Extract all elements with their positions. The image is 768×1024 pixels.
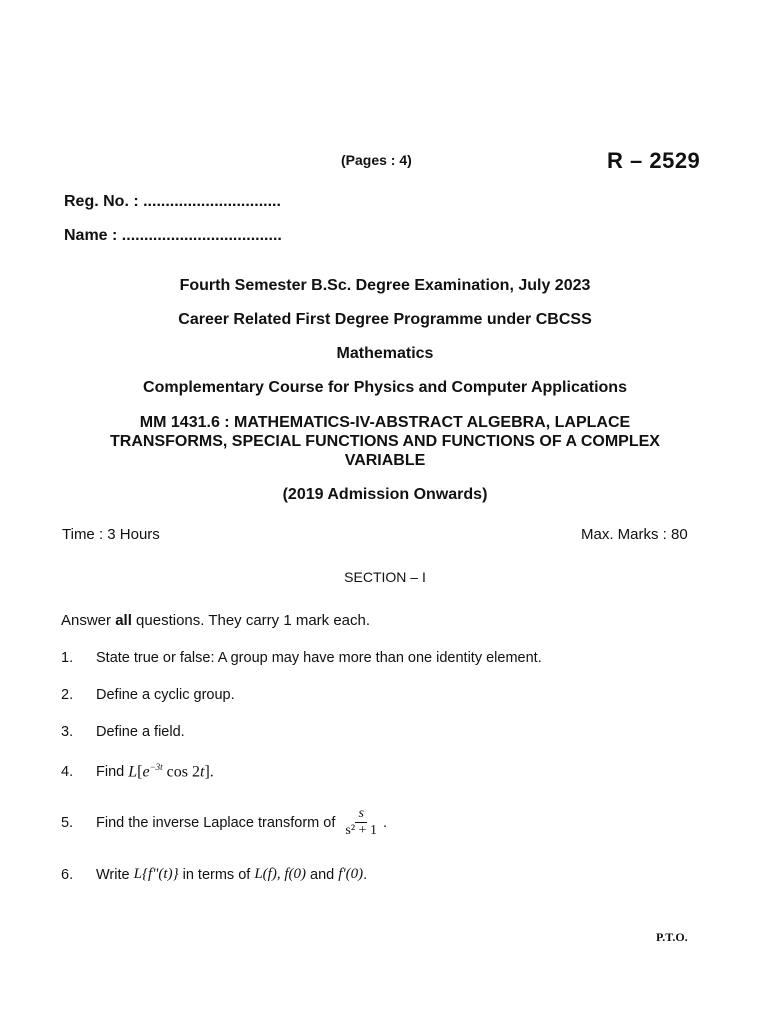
question-item: [61, 806, 387, 839]
reg-no-field: Reg. No. : ...............................: [64, 193, 281, 210]
pages-count: (Pages : 4): [341, 152, 412, 168]
question-text-and: and: [310, 866, 335, 883]
course-title-line: TRANSFORMS, SPECIAL FUNCTIONS AND FUNCTIONS OF A COMPLEX: [110, 433, 660, 450]
question-text-mid: in terms of: [178, 866, 255, 883]
question-text: Define a cyclic group.: [96, 687, 235, 703]
page-turn-note: P.T.O.: [656, 930, 688, 944]
math-expression: L{f"(t)}: [133, 866, 179, 882]
question-item: [61, 650, 542, 666]
instruction-pre: Answer: [61, 612, 116, 629]
exam-title: Fourth Semester B.Sc. Degree Examination, July 2023: [179, 277, 591, 294]
question-item: [61, 866, 367, 883]
programme-title: Career Related First Degree Programme under CBCSS: [178, 311, 592, 328]
section-instruction: [61, 612, 370, 629]
question-text: State true or false: A group may have more than one identity element.: [96, 650, 542, 666]
question-number: 5.: [61, 814, 74, 831]
question-number: 4.: [61, 763, 74, 780]
math-expression: f'(0): [338, 866, 364, 882]
fraction-numerator: s: [355, 806, 366, 823]
question-number: 1.: [61, 650, 74, 666]
math-base: e: [142, 763, 150, 781]
math-cos: cos 2: [162, 763, 200, 781]
question-text: Write: [96, 866, 134, 883]
question-number: 3.: [61, 724, 74, 740]
subject-title: Mathematics: [336, 345, 434, 362]
math-expression: L(f), f(0): [254, 866, 306, 882]
instruction-post: questions. They carry 1 mark each.: [131, 612, 371, 629]
question-item: [61, 762, 214, 781]
section-heading: SECTION – I: [344, 569, 426, 585]
admission-note: (2019 Admission Onwards): [282, 486, 488, 503]
question-tail: .: [363, 866, 368, 883]
question-item: [61, 687, 235, 703]
question-number: 2.: [61, 687, 74, 703]
math-variable: t: [200, 763, 205, 781]
fraction-denominator: s² + 1: [345, 823, 377, 838]
question-number: 6.: [61, 866, 74, 883]
course-title: [40, 413, 730, 470]
max-marks: Max. Marks : 80: [581, 526, 688, 543]
course-type: Complementary Course for Physics and Computer Applications: [143, 379, 627, 396]
question-item: [61, 724, 185, 740]
question-text: Find: [96, 763, 129, 780]
question-text: Find the inverse Laplace transform of: [96, 814, 340, 831]
course-title-line: MM 1431.6 : MATHEMATICS-IV-ABSTRACT ALGEBRA, LAPLACE: [139, 414, 631, 431]
instruction-bold: all: [115, 612, 132, 629]
math-exponent: −3t: [149, 762, 163, 772]
exam-time: Time : 3 Hours: [62, 526, 160, 543]
name-field: Name : ....................................: [64, 227, 282, 244]
math-laplace-symbol: L: [128, 763, 138, 781]
math-expression: $L[e^{-3t}$ cos 2t].: [128, 762, 214, 781]
course-title-line: VARIABLE: [344, 452, 426, 469]
question-tail: .: [382, 814, 387, 831]
fraction: [342, 806, 380, 839]
question-text: Define a field.: [96, 724, 185, 740]
paper-code: R – 2529: [607, 148, 701, 173]
